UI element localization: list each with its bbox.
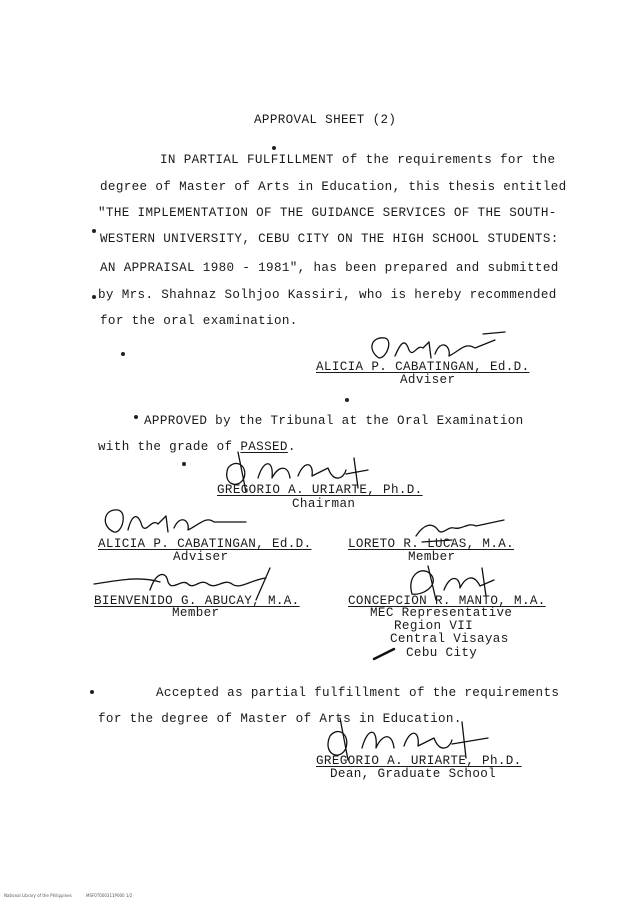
intro-line: IN PARTIAL FULFILLMENT of the requirements for the [160, 153, 556, 167]
footer-right: MSF0T000311P000 1/2 [86, 893, 133, 898]
mec-role-line: Region VII [394, 619, 474, 633]
mec-name: CONCEPCION R. MANTO, M.A. [348, 594, 546, 608]
grade-value: PASSED [240, 440, 288, 454]
mec-role-line: Central Visayas [390, 632, 509, 646]
dean-name: GREGORIO A. URIARTE, Ph.D. [316, 754, 522, 768]
panel-adviser-name: ALICIA P. CABATINGAN, Ed.D. [98, 537, 312, 551]
scan-speck [92, 295, 96, 299]
scan-speck [92, 229, 96, 233]
approved-line: APPROVED by the Tribunal at the Oral Examination [144, 414, 524, 428]
member2-name: BIENVENIDO G. ABUCAY, M.A. [94, 594, 300, 608]
intro-line: degree of Master of Arts in Education, this thesis entitled [100, 180, 567, 194]
member2-role: Member [172, 606, 220, 620]
footer-left: National Library of the Philippines [4, 893, 72, 898]
dean-role: Dean, Graduate School [330, 767, 497, 781]
adviser-name: ALICIA P. CABATINGAN, Ed.D. [316, 360, 530, 374]
scan-speck [90, 690, 94, 694]
grade-suffix: . [287, 440, 296, 454]
scan-speck [345, 398, 349, 402]
panel-adviser-role: Adviser [173, 550, 229, 564]
scan-speck [272, 146, 276, 150]
adviser-role: Adviser [400, 373, 456, 387]
member1-role: Member [408, 550, 456, 564]
scan-speck [121, 352, 125, 356]
mec-role-line: Cebu City [406, 646, 478, 660]
scan-speck [182, 462, 186, 466]
accepted-line: for the degree of Master of Arts in Education. [98, 712, 462, 726]
accepted-line: Accepted as partial fulfillment of the requirements [156, 686, 560, 700]
intro-line: "THE IMPLEMENTATION OF THE GUIDANCE SERVICES OF THE SOUTH- [98, 206, 557, 220]
chairman-role: Chairman [292, 497, 356, 511]
grade-prefix: with the grade of [98, 440, 233, 454]
member1-name: LORETO R. LUCAS, M.A. [348, 537, 515, 551]
document-title: APPROVAL SHEET (2) [254, 113, 397, 127]
intro-line: WESTERN UNIVERSITY, CEBU CITY ON THE HIGH SCHOOL STUDENTS: [100, 232, 559, 246]
chairman-name: GREGORIO A. URIARTE, Ph.D. [217, 483, 423, 497]
scan-speck [134, 415, 138, 419]
pen-mark-decoration [372, 647, 400, 661]
intro-line: for the oral examination. [100, 314, 298, 328]
mec-role-line: MEC Representative [370, 606, 513, 620]
intro-line: by Mrs. Shahnaz Solhjoo Kassiri, who is hereby recommended [98, 288, 557, 302]
intro-line: AN APPRAISAL 1980 - 1981", has been prepared and submitted [100, 261, 559, 275]
